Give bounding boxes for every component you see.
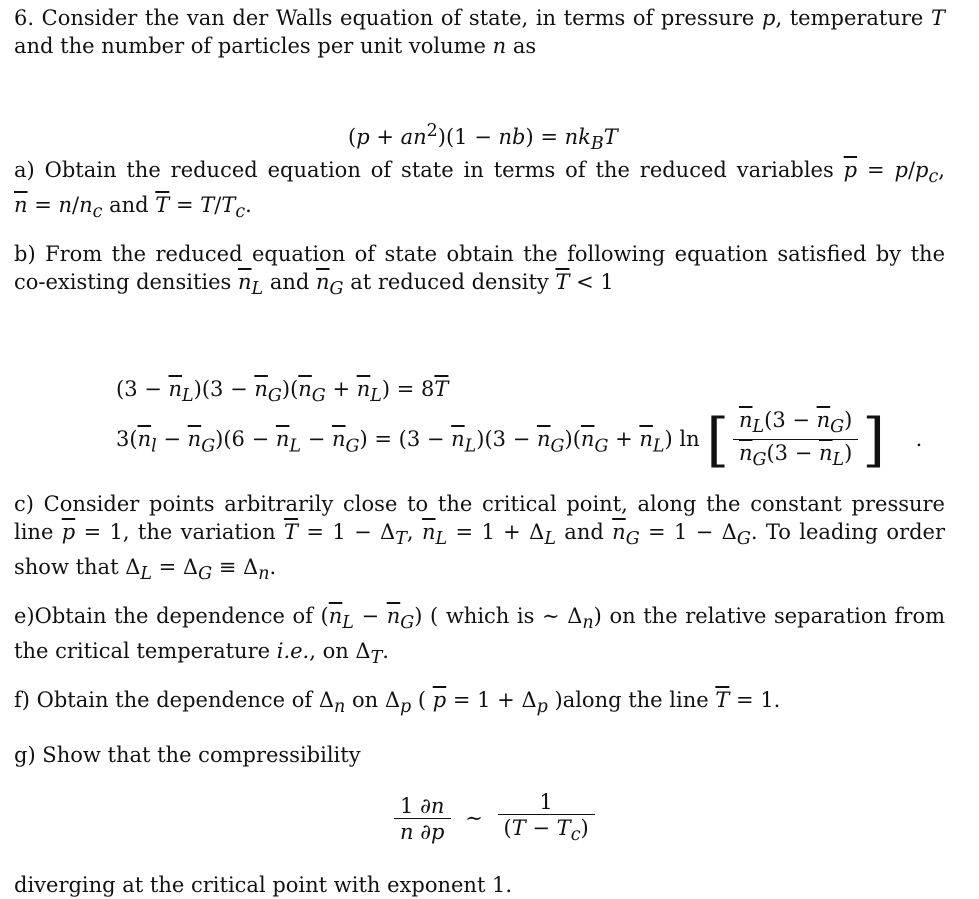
equation-b1: $(3 - \overline{n}_L)(3 - \overline{n}_G)(\overline{n}_G + \overline{n}_L) = 8\overline{T}$ [116, 377, 449, 407]
part-b: b) From the reduced equation of state obtain the following equation satisfied by the co-existing densities $\overline{n}_L$ and $\overline{n}_G$ at reduced density $\overline{T} < 1$ [14, 242, 945, 300]
main-equation: $(p + an^2)(1 - nb) = nk_BT$ [348, 121, 618, 155]
part-e: e)Obtain the dependence of $(\overline{n}_L - \overline{n}_G)$ ( which is ∼ $\Delta_n$) on the relative separation from the critical temperature i.e., on $\Delta_T$. [14, 604, 945, 669]
part-c: c) Consider points arbitrarily close to the critical point, along the constant pressure line $\overline{p} = 1$, the variation $\overline{T} = 1 - \Delta_T$, $\overline{n}_L = 1 + \Delta_L$ and $\overline{n}_G = 1 - \Delta_G$. To leading order show that $\Delta_L = \Delta_G \equiv \Delta_n$. [14, 492, 946, 585]
problem-intro: 6. Consider the van der Walls equation of state, in terms of pressure p, temperature T and the number of particles per unit volume n as [14, 6, 945, 58]
part-g: g) Show that the compressibility [14, 743, 361, 767]
closing-text: diverging at the critical point with exponent 1. [14, 873, 513, 897]
part-f: f) Obtain the dependence of $\Delta_n$ on $\Delta_p$ ( $\overline{p} = 1 + \Delta_p$ )along the line $\overline{T} = 1$. [14, 688, 781, 718]
compressibility-equation: $\frac{1 \partial n}{n \partial p}$ ∼ $\frac{1}{(T - T_c)}$ [390, 790, 599, 848]
equation-b2: $3(\overline{n}_l - \overline{n}_G)(6 - \overline{n}_L - \overline{n}_G) = (3 - \overline{n}_L)(3 - \overline{n}_G)(\overline{n}_G + \overline{n}_L)$ ln [ $\frac{\overline{n}_L(3 - \overline{n}_G)}{\overline{n}_G(3 - \overline{n}_L)}$ ] . [116, 406, 923, 475]
part-a: a) Obtain the reduced equation of state in terms of the reduced variables $\overline{p} = p/p_c$, $\overline{n} = n/n_c$ and $\overline{T} = T/T_c$. [14, 158, 945, 223]
